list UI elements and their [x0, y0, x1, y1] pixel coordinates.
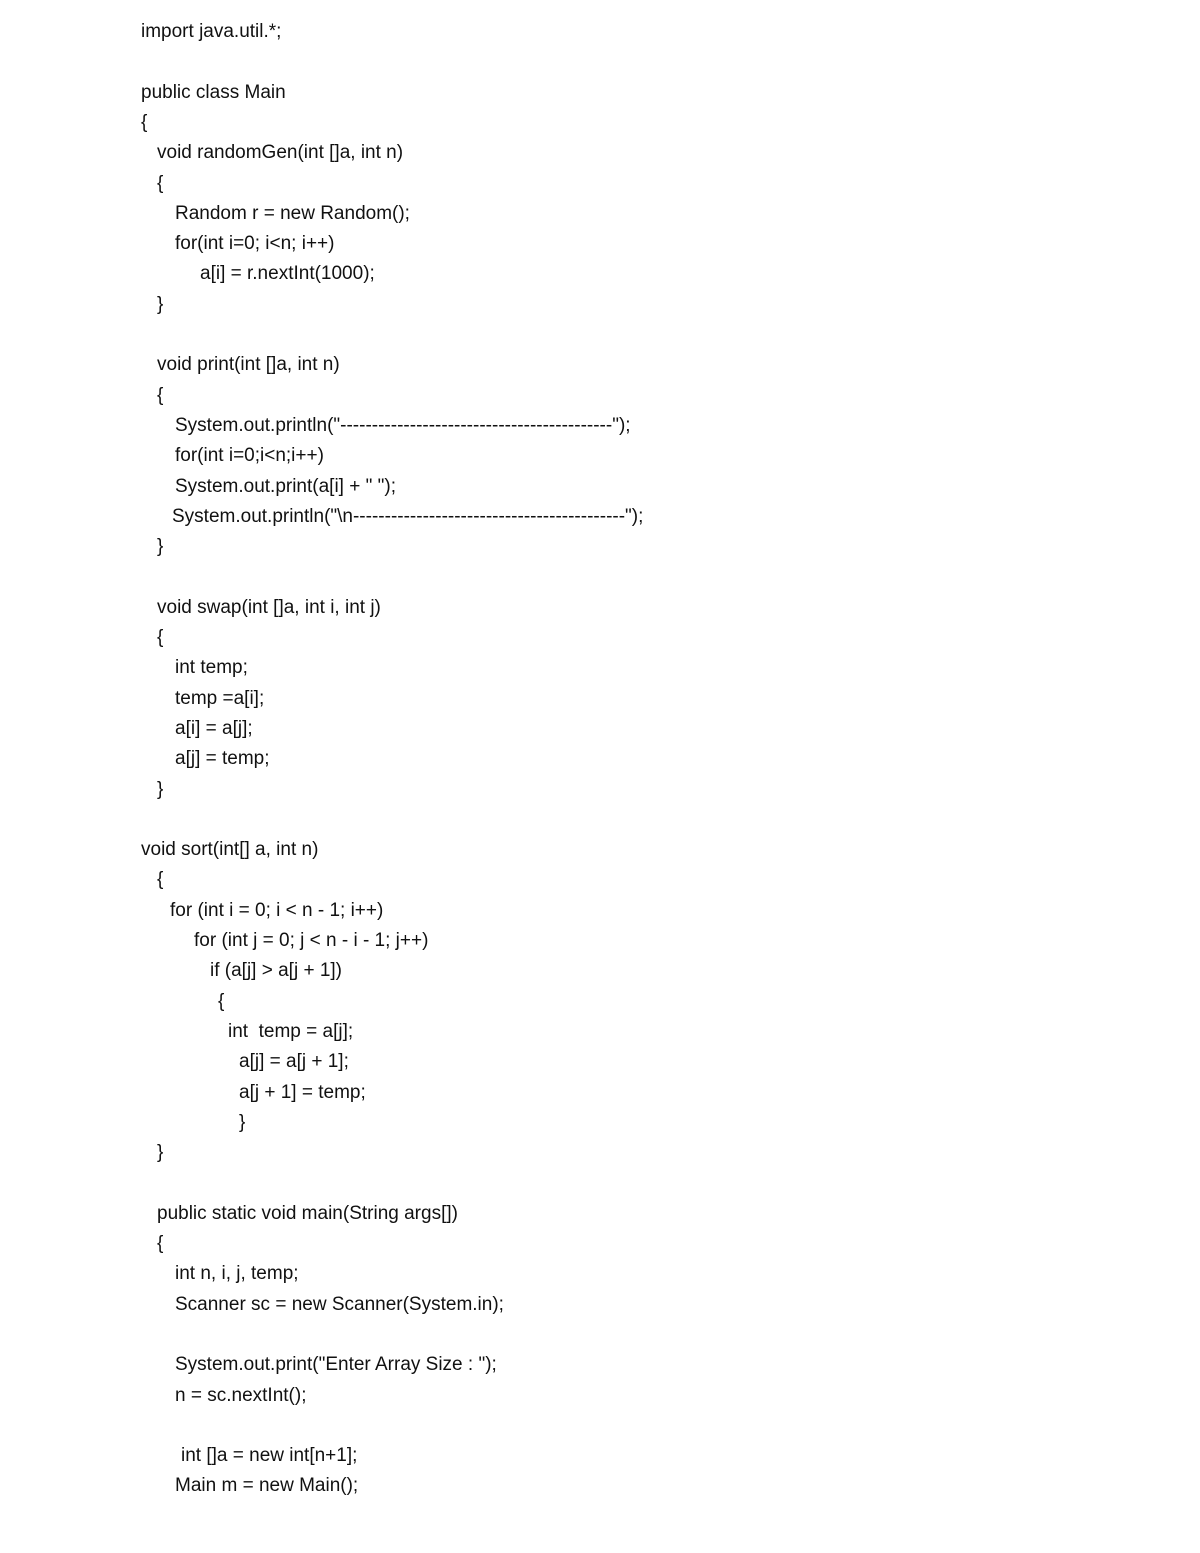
code-line: a[j] = a[j + 1]; [239, 1051, 349, 1072]
code-line: System.out.print("Enter Array Size : "); [175, 1354, 497, 1375]
code-line: Random r = new Random(); [175, 203, 410, 224]
code-line: } [157, 536, 164, 557]
code-line: Main m = new Main(); [175, 1475, 359, 1496]
code-line: } [157, 779, 164, 800]
code-line: for(int i=0; i<n; i++) [175, 233, 335, 254]
code-line: { [157, 627, 164, 648]
code-line: n = sc.nextInt(); [175, 1385, 307, 1406]
code-line: } [239, 1112, 246, 1133]
code-line: int temp = a[j]; [228, 1021, 354, 1042]
code-line: { [141, 112, 148, 133]
code-line: a[i] = a[j]; [175, 718, 253, 739]
code-line: import java.util.*; [141, 21, 282, 42]
code-line: } [157, 1142, 164, 1163]
code-line: for (int j = 0; j < n - i - 1; j++) [194, 930, 429, 951]
code-line: { [157, 869, 164, 890]
code-line: void print(int []a, int n) [157, 354, 340, 375]
code-line: System.out.println("\n-------------------------------------------"); [172, 506, 644, 527]
code-line: for(int i=0;i<n;i++) [175, 445, 324, 466]
code-line: Scanner sc = new Scanner(System.in); [175, 1294, 504, 1315]
code-line: temp =a[i]; [175, 688, 265, 709]
code-line: int n, i, j, temp; [175, 1263, 299, 1284]
code-line: { [157, 1233, 164, 1254]
code-line: void swap(int []a, int i, int j) [157, 597, 381, 618]
code-line: { [157, 173, 164, 194]
code-line: a[j] = temp; [175, 748, 270, 769]
code-line: public class Main [141, 82, 286, 103]
code-line: a[i] = r.nextInt(1000); [200, 263, 375, 284]
code-line: System.out.println("-------------------------------------------"); [175, 415, 631, 436]
code-line: void sort(int[] a, int n) [141, 839, 319, 860]
code-line: a[j + 1] = temp; [239, 1082, 366, 1103]
code-line: public static void main(String args[]) [157, 1203, 458, 1224]
code-line: { [157, 385, 164, 406]
code-line: for (int i = 0; i < n - 1; i++) [170, 900, 384, 921]
code-line: { [218, 991, 225, 1012]
code-line: } [157, 294, 164, 315]
code-line: int temp; [175, 657, 248, 678]
code-line: int []a = new int[n+1]; [181, 1445, 358, 1466]
code-line: if (a[j] > a[j + 1]) [210, 960, 342, 981]
code-line: System.out.print(a[i] + " "); [175, 476, 396, 497]
code-line: void randomGen(int []a, int n) [157, 142, 404, 163]
